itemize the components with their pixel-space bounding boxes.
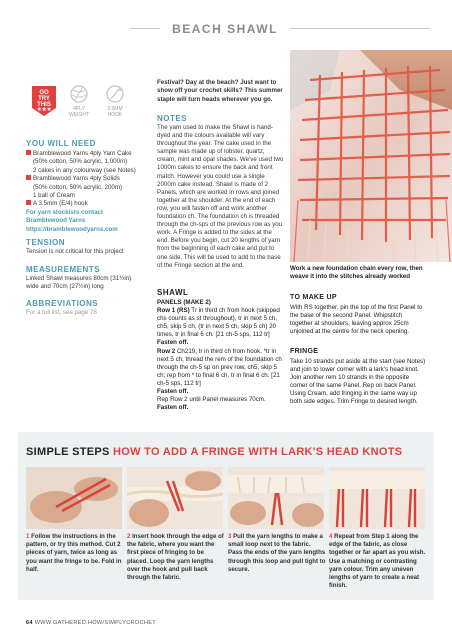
panels-heading: PANELS (MAKE 2) [157, 299, 211, 306]
badge-line-1: GO [39, 90, 49, 96]
you-will-need-heading: YOU WILL NEED [26, 139, 96, 148]
hook-stat [100, 84, 130, 118]
shawl-instructions [157, 299, 284, 412]
material-item-1-detail-2: 2 cakes in any colourway (see Notes) [33, 166, 136, 174]
photo-caption: Work a new foundation chain every row, then weave it into the stitches already worked [290, 265, 423, 281]
tension-text: Tension is not critical for this project [26, 248, 124, 255]
stockists-name: Bramblewood Yarns [26, 217, 86, 225]
badge-line-2: TRY [38, 96, 50, 102]
step-3-text [228, 533, 326, 574]
material-item-1: Bramblewood Yarns 4ply Yarn Cake [33, 150, 132, 157]
shawl-photo-image [290, 50, 452, 262]
intro-text: Festival? Day at the beach? Just want to show off your crochet skills? This summer staple will turn heads wherever you go. [157, 79, 283, 103]
notes-text: The yarn used to make the Shawl is hand-dyed and the colours available will vary throughout the year. The cake used in the sample was made up of lobster, quartz, cream, mint and opal shades. We've used two 1000m cakes to ensure the back and front match. However you could use a single 2000m cake instead. Shawl is made of 2 Panels, which are worked in rows and joined together at the shoulder. At the end of each row, you will fasten off and work another foundation ch. The foundation ch is threaded through the ch-sps of the previous row as you work. A Fringe is added to the sides at the end. Before you begin, cut 20 lengths of yarn from the beginning of each cake and put to one side. This will be used to add to the base of the Fringe section at the end. [157, 124, 284, 269]
stockists-url[interactable]: https://bramblewoodyarns.com [26, 225, 118, 233]
step-4-description: Repeat from Step 1 along the edge of the fabric, as close together or far apart as you wish. Use a matching or contrasting yarn colour. Trim any uneven lengths of yarn to create a neat finish. [329, 533, 426, 590]
step-4-photo [329, 467, 425, 529]
shawl-photo [290, 50, 452, 262]
weight-label-2: WEIGHT [69, 112, 89, 118]
row-1-text: Tr in third ch from hook (skipped chs counts as st throughout), tr in next 5 ch, ch5, skip 5 ch, (tr in next 5 ch, skip 5 ch) 20 times, tr in final 6 ch. [21 ch-5 sps, 112 tr] [157, 307, 280, 339]
simple-steps-subtitle: HOW TO ADD A FRINGE WITH LARK'S HEAD KNOTS [113, 446, 403, 458]
make-up-text: With RS together, pin the top of the first Panel to the base of the second Panel. Whipstitch together at shoulders, leaving approx 25cm unjoined at the centre for the neck opening. [290, 304, 423, 336]
measurements-line-2: wide and 70cm (27½in) long [26, 283, 104, 291]
row-1-label: Row 1 (RS) [157, 307, 190, 315]
repeat-text: Rep Row 2 until Panel measures 70cm. [157, 396, 266, 404]
step-1-text [26, 533, 124, 574]
abbreviations-text: For a full list, see page 78 [26, 309, 97, 316]
step-1-description: Follow the instructions in the pattern, or try this method. Cut 2 pieces of yarn, twice as long as you want the fringe to be. Fold in half. [26, 533, 122, 573]
measurements-line-1: Linked Shawl measures 80cm (31½in) [26, 275, 132, 282]
row-2-text: Ch219, tr in third ch from hook, *tr in next 5 ch, thread the rem of the foundation ch through the ch-5 sp on prev row, ch5, skip 5 ch; rep from * to final 6 ch, tr in final 6 ch. [21 ch-5 sps, 112 tr] [157, 347, 282, 387]
difficulty-stats [30, 84, 150, 120]
material-item-2: Bramblewood Yarns 4ply Solids [33, 175, 120, 183]
footer-url[interactable]: WWW.GATHERED.HOW/SIMPLYCROCHET [34, 620, 156, 626]
step-3-photo [228, 467, 324, 529]
material-item-2-detail: (50% cotton, 50% acrylic, 200m) [33, 183, 123, 191]
bullet-icon [26, 150, 31, 155]
measurements-heading: MEASUREMENTS [26, 265, 101, 274]
weight-label-1: 4PLY [73, 106, 85, 112]
fasten-off-1: Fasten off. [157, 339, 189, 347]
page-footer [26, 620, 156, 626]
abbreviations-heading: ABBREVIATIONS [26, 299, 99, 308]
weight-stat [64, 84, 94, 118]
fasten-off-3: Fasten off. [157, 404, 189, 412]
step-1-photo [26, 467, 122, 529]
material-item-3: A 3.5mm (E/4) hook [33, 200, 88, 208]
material-item-1-detail: (50% cotton, 50% acrylic, 1,000m) [33, 158, 128, 166]
step-3-description: Pull the yarn lengths to make a small loop next to the fabric. Pass the ends of the yarn lengths through this loop and pull tight to secure. [228, 533, 326, 573]
tension-heading: TENSION [26, 238, 66, 247]
header-rule-right [290, 28, 430, 29]
measurements-text [26, 275, 150, 292]
go-try-this-badge [30, 84, 58, 118]
fringe-text: Take 10 strands put aside at the start (see Notes) and join to lower corner with a lark's head knot. Join another rem 10 strands in the opposite corner of the same Panel. Rep on back Panel. Using Cream, add fringing in the same way up both side edges. Trim Fringe to desired length. [290, 358, 426, 406]
yarn-ball-icon [69, 84, 89, 104]
bullet-icon [26, 175, 31, 180]
crochet-hook-icon [105, 84, 125, 104]
simple-steps-label: SIMPLE STEPS [26, 446, 110, 458]
step-4-number: 4 [329, 533, 333, 540]
fringe-heading: FRINGE [290, 348, 319, 355]
simple-steps-title [26, 446, 402, 458]
difficulty-stars: ★★★ [36, 107, 52, 113]
bullet-icon [26, 200, 31, 205]
step-2-text [127, 533, 225, 582]
row-2-label: Row 2 [157, 347, 176, 355]
shawl-heading: SHAWL [157, 288, 189, 297]
notes-heading: NOTES [157, 114, 188, 123]
step-4-text [329, 533, 427, 590]
fasten-off-2: Fasten off. [157, 388, 189, 396]
hook-label-2: HOOK [107, 112, 123, 118]
badge-line-3: THIS [37, 102, 51, 108]
hook-label-1: 3.5MM [107, 106, 123, 112]
stockists-text: For yarn stockists contact [26, 208, 104, 216]
page-number: 64 [26, 620, 33, 626]
step-2-description: Insert hook through the edge of the fabric, where you want the first piece of fringing to be placed. Loop the yarn lengths over the hook and pull back through the fabric. [127, 533, 224, 582]
step-2-photo [127, 467, 223, 529]
step-1-number: 1 [26, 533, 30, 540]
page-header-title: BEACH SHAWL [172, 22, 278, 36]
materials-list [26, 150, 150, 234]
step-3-number: 3 [228, 533, 232, 540]
material-item-2-detail-2: 1 ball of Cream [33, 192, 75, 200]
step-2-number: 2 [127, 533, 131, 540]
make-up-heading: TO MAKE UP [290, 294, 337, 301]
